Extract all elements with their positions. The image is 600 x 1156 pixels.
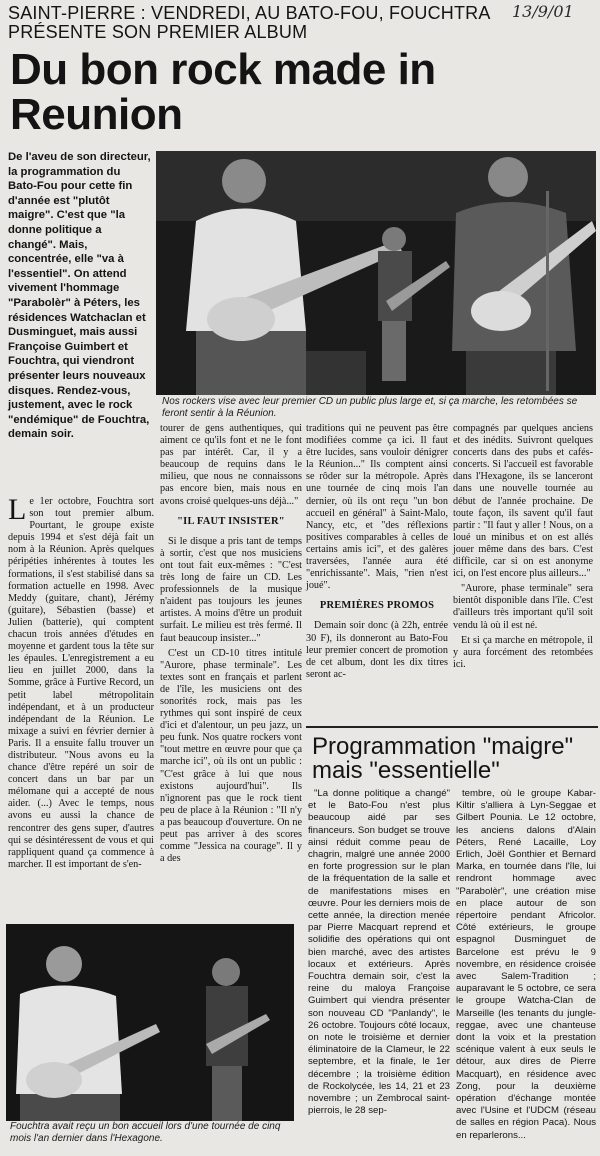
kicker: SAINT-PIERRE : VENDREDI, AU BATO-FOU, FOUCHTRA PRÉSENTE SON PREMIER ALBUM (8, 3, 490, 42)
col2-paragraph-2: Si le disque a pris tant de temps à sortir, c'est que nos musiciens ont tout fait eux-mêmes : "C'est très long de faire un CD. Les professionnels de la musique n'aident pas toujours les jeunes artistes. A moins d'être un produit surfait. Le milieu est très fermé. Il faut beaucoup insister..." (160, 535, 302, 644)
col3-paragraph-1: traditions qui ne peuvent pas être modifiées comme ça ici. Il faut être lucides, sans vouloir dénigrer la Réunion..." Ils comptent ainsi se rôder sur la métropole. Après une tournée de cinq mois l'an dernier, où ils ont reçu "un bon accueil en général" à Saint-Malo, Nancy, etc, et "des réflexions positives comparables à celles de certains amis ici", et des galères traversées, l'année aura été "enrichissante". Mais, "rien n'est joué". (306, 423, 448, 592)
guitarists-photo (6, 924, 294, 1121)
col2-paragraph-3: C'est un CD-10 titres intitulé "Aurore, phase terminale". Les textes sont en français et parlent de l'île, les musiciens ont des sonorités rock, mais pas les rythmes qui sont inspiré de ceux d'ici et d'alentour, un peu jazz, un peu funk. Nos quatre rockers vont "tout mettre en œuvre pour que ça marche ici", où ils ont un public : "C'est grâce à lui que nous existons aujourd'hui". Ils n'ignorent pas que le rock tient peu de place à la Réunion : "Il n'y a pas beaucoup d'ouverture. On ne peut pas arriver à des scores comme "Jessica na courage". Il y a des (160, 647, 302, 865)
band-stage-photo (156, 151, 596, 395)
body-column-2 (160, 423, 302, 868)
sidebar-column-a (308, 788, 450, 1119)
body-column-4 (453, 423, 593, 674)
photo-caption-1: Nos rockers vise avec leur premier CD un public plus large et, si ça marche, les retombées se feront sentir à la Réunion. (162, 396, 578, 419)
sidebar-paragraph-a: "La donne politique a changé" et le Bato-Fou n'est plus beaucoup aidé par ses financeurs. Son budget se trouve ainsi réduit comme peau de chagrin, malgré une année 2000 en forte progression sur le plan de la fréquentation de la salle et de manifestations mises en œuvre. Pour les derniers mois de cette année, la direction menée par Pierre Macquart reprend et solidifie des opérations qui ont bien marché, avec des artistes locaux et extérieurs. Après Fouchtra demain soir, c'est la reine du maloya Françoise Guimbert qui viendra présenter son nouveau CD "Panlandy", le 26 octobre. Toujours côté locaux, on note le troisième et dernier éliminatoire de la Clameur, le 22 septembre, et la finale, le 1er décembre ; la troisième édition de Rockolycée, les 14, 21 et 23 novembre ; un Zembrocal saint-pierrois, le 28 sep- (308, 788, 450, 1117)
body-column-1 (8, 493, 154, 874)
lead-paragraph: De l'aveu de son directeur, la programmation du Bato-Fou pour cette fin d'année est "plutôt maigre". C'est que "la donne politique a changé". Mais, concentrée, elle "va à l'essentiel". On attend vivement l'hommage "Parabolèr" à Péters, les résidences Watchaclan et Dusminguet, mais aussi Françoise Guimbert et Fouchtra, qui viendront présenter leurs nouveaux disques. Rendez-vous, justement, avec le rock "endémique" de Fouchtra, demain soir. (8, 151, 151, 441)
subhead-premieres-promos: PREMIÈRES PROMOS (319, 600, 435, 612)
col1-paragraph: e 1er octobre, Fouchtra sort son tout premier album. Pourtant, le groupe existe depuis 1994 et s'est déjà fait un nom à la Réunion. Après quelques péripéties inhérentes à toutes les formations, il s'est stabilisé dans sa formation actuelle en 1998. Avec Meddy (guitare, chant), Jérémy (guitare), Sébastien (basse) et Julien (batterie), qui comptent chacun trois années d'études en moyenne et gardent tous la tête sur les épaules. L'enregistrement a eu lieu en juillet 2000, dans la Somme, grâce à Furtive Record, un petit label métropolitain indépendant, et à un producteur indépendant de la Réunion. Le mixage a suivi en février dernier à Paris. Il a ensuite fallu trouver un distributeur. "Nous avons eu la chance d'être repéré un soir de concert dans un bar par un mélomane qui a accepté de nous aider. (...) Avec le temps, nous avons eu aussi la chance de rencontrer des gens super, d'autres qui se désintéressent de vous et qui rappliquent quand ça commence à marcher. Il est important de s'en- (8, 496, 154, 870)
photo-caption-2: Fouchtra avait reçu un bon accueil lors d'une tournée de cinq mois l'an dernier dans l'Hexagone. (10, 1121, 281, 1144)
sidebar-rule (306, 726, 598, 728)
body-column-3 (306, 423, 448, 684)
subhead-il-faut-insister: "IL FAUT INSISTER" (177, 515, 285, 527)
sidebar-column-b (456, 788, 596, 1144)
sidebar-paragraph-b: tembre, où le groupe Kabar-Kiltir s'alliera à Lyn-Seggae et Gilbert Pounia. Le 12 octobre, les anciens dalons d'Alain Péters, René Lacaille, Loy Erlich, Joël Gonthier et Bernard Marka, en tournée dans l'île, lui rendront hommage avec "Parabolèr", une création mise en place autour de son répertoire pendant Africolor. Côté extérieurs, le groupe espagnol Dusminguet de Barcelone est prévu le 9 novembre, en résidence croisée avec Salem-Tradition ; auparavant le 5 octobre, ce sera le groupe Watcha-Clan de Marseille (les tenants du jungle-reggae, avec une chanteuse dont la voix et la prestation scénique valent à eux seuls le détour, aux dires de Pierre Macquart), en résidence avec Zong, pour la deuxième opération d'échange montée avec l'Usine et l'UDCM (réseau de salles en région Paca). Nous en reparlerons... (456, 788, 596, 1141)
headline: Du bon rock made in Reunion (10, 45, 436, 139)
handwritten-date: 13/9/01 (512, 2, 574, 21)
col2-paragraph-1: tourer de gens authentiques, qui aiment ce qu'ils font et ne le font pas par intérêt. Car, il y a beaucoup de requins dans le milieu, que nous ne connaissons pas encore bien, mais nous en avons croisé quelques-uns déjà..." (160, 423, 302, 507)
col4-paragraph-1: compagnés par quelques anciens et des inédits. Suivront quelques concerts dans des pubs et cafés-concerts. Si l'accueil est favorable dans l'Hexagone, ils se lanceront dans une nouvelle tournée au début de l'année prochaine. De toute façon, ils savent qu'il faut partir : "Il faut y aller ! Nous, on a loué un minibus et on est allés jouer même dans des bars. C'est difficile, car si on est anonyme ici, on l'est encore plus ailleurs..." (453, 423, 593, 580)
drop-cap: L (8, 493, 27, 526)
col3-paragraph-2: Demain soir donc (à 22h, entrée 30 F), ils donneront au Bato-Fou leur premier concert de promotion de cet album, dont les dix titres seront ac- (306, 620, 448, 680)
col4-paragraph-2: "Aurore, phase terminale" sera bientôt disponible dans l'île. C'est d'ailleurs très important qu'il soit vendu là où il est né. (453, 583, 593, 631)
col4-paragraph-3: Et si ça marche en métropole, il y aura forcément des retombées ici. (453, 634, 593, 670)
sidebar-headline: Programmation "maigre" mais "essentielle" (312, 733, 574, 784)
